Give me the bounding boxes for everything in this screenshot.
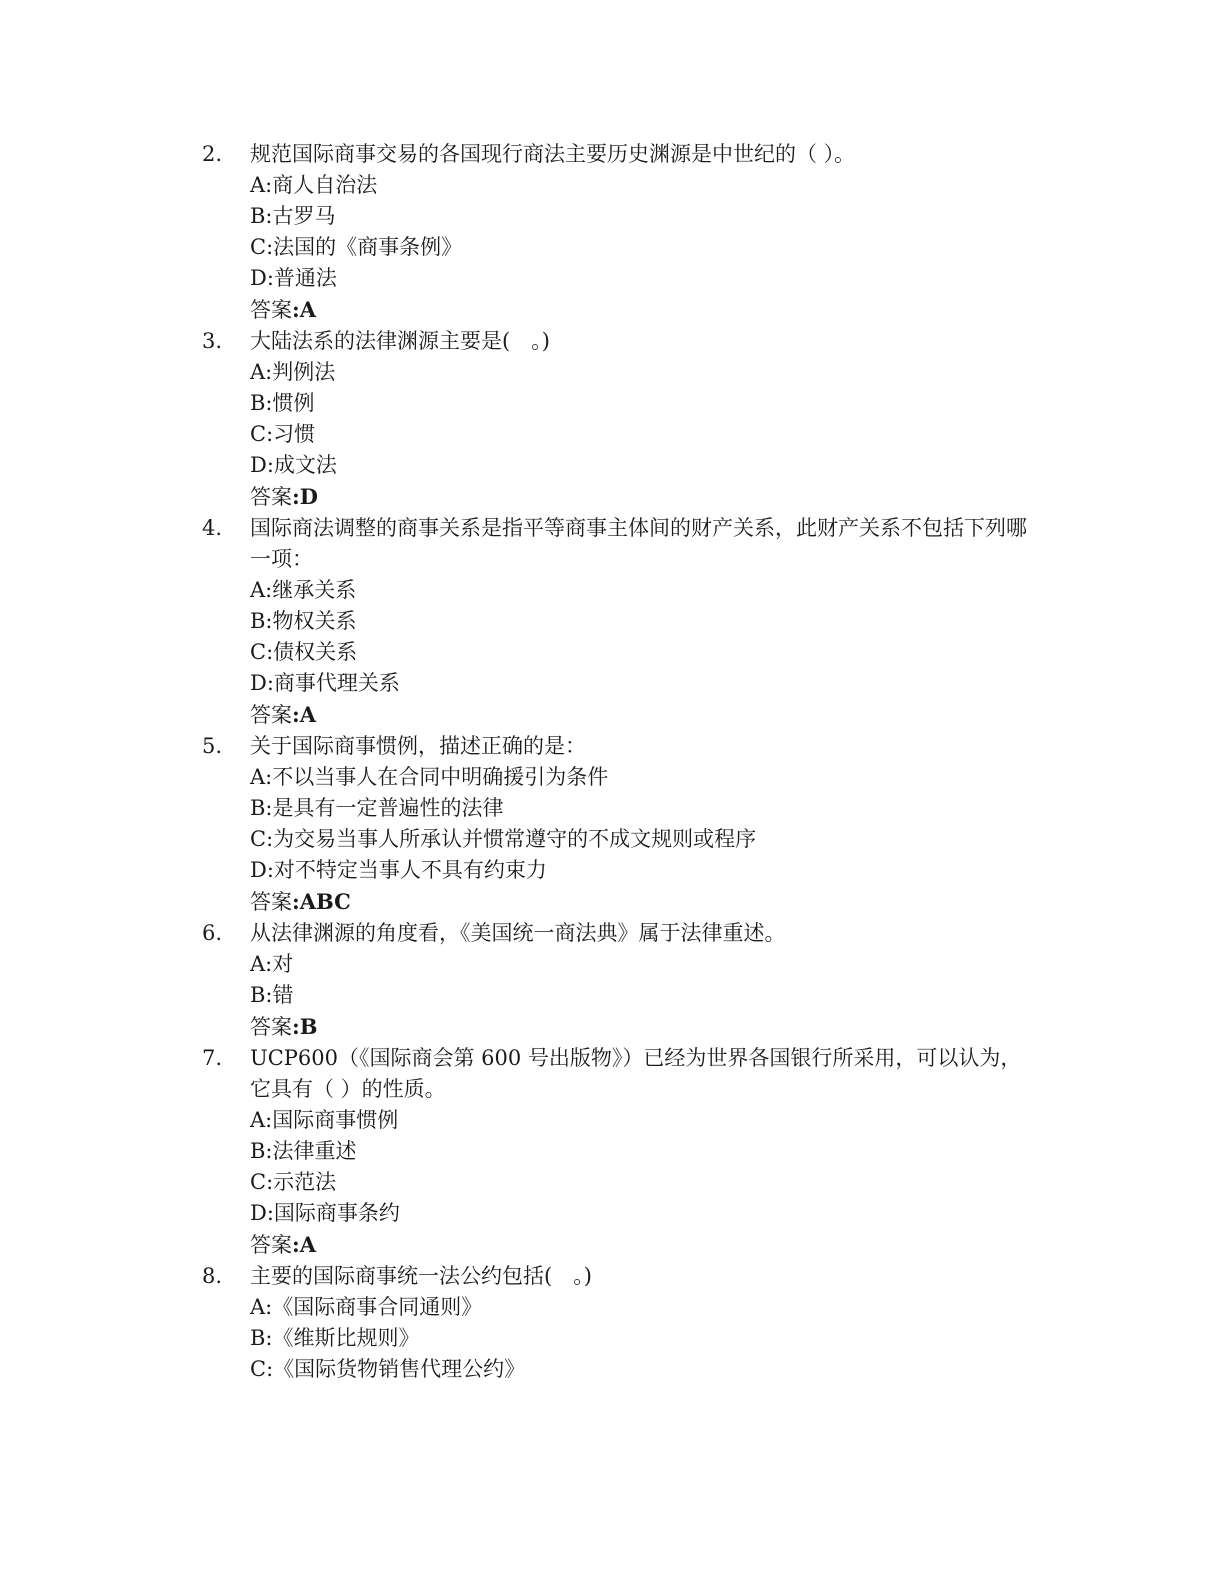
option-d: D:商事代理关系	[250, 671, 400, 695]
option-c: C:示范法	[250, 1170, 337, 1194]
option-b: B:错	[250, 983, 294, 1007]
answer-label: 答案	[250, 1233, 292, 1257]
answer-value: :D	[292, 484, 318, 509]
question-item	[202, 1261, 1042, 1385]
question-item	[202, 1043, 1042, 1261]
question-text: 国际商法调整的商事关系是指平等商事主体间的财产关系，此财产关系不包括下列哪一项：	[250, 516, 1027, 571]
answer-value: :ABC	[292, 889, 351, 914]
question-item	[202, 731, 1042, 918]
question-item	[202, 918, 1042, 1043]
option-b: B:《维斯比规则》	[250, 1326, 420, 1350]
question-text: 大陆法系的法律渊源主要是( 。)	[250, 329, 550, 353]
answer-value: :A	[292, 1232, 317, 1257]
option-b: B:惯例	[250, 391, 315, 415]
question-item	[202, 139, 1042, 326]
question-number: 4.	[202, 516, 223, 540]
answer-line	[250, 294, 1042, 326]
answer-line	[250, 1011, 1042, 1043]
option-d: D:对不特定当事人不具有约束力	[250, 858, 547, 882]
option-a: A:判例法	[250, 360, 336, 384]
option-b: B:是具有一定普遍性的法律	[250, 796, 504, 820]
option-a: A:不以当事人在合同中明确援引为条件	[250, 765, 609, 789]
answer-line	[250, 1229, 1042, 1261]
option-a: A:继承关系	[250, 578, 357, 602]
option-c: C:为交易当事人所承认并惯常遵守的不成文规则或程序	[250, 827, 757, 851]
question-text: 规范国际商事交易的各国现行商法主要历史渊源是中世纪的（ ）。	[250, 142, 856, 166]
option-a: A:《国际商事合同通则》	[250, 1295, 483, 1319]
question-list	[202, 139, 1042, 1385]
answer-label: 答案	[250, 485, 292, 509]
answer-value: :B	[292, 1014, 318, 1039]
option-c: C:习惯	[250, 422, 316, 446]
option-c: C:《国际货物销售代理公约》	[250, 1357, 526, 1381]
option-d: D:成文法	[250, 453, 337, 477]
answer-line	[250, 699, 1042, 731]
option-c: C:债权关系	[250, 640, 358, 664]
option-a: A:商人自治法	[250, 173, 378, 197]
question-number: 6.	[202, 921, 223, 945]
question-text: 关于国际商事惯例，描述正确的是：	[250, 734, 586, 758]
question-number: 7.	[202, 1046, 223, 1070]
question-item	[202, 326, 1042, 513]
answer-label: 答案	[250, 703, 292, 727]
answer-label: 答案	[250, 298, 292, 322]
question-text: UCP600（《国际商会第 600 号出版物》）已经为世界各国银行所采用，可以认为，它具有（ ）的性质。	[250, 1046, 1022, 1101]
answer-line	[250, 886, 1042, 918]
question-item	[202, 513, 1042, 731]
question-number: 8.	[202, 1264, 223, 1288]
option-d: D:国际商事条约	[250, 1201, 400, 1225]
question-number: 3.	[202, 329, 223, 353]
question-number: 2.	[202, 142, 223, 166]
option-c: C:法国的《商事条例》	[250, 235, 463, 259]
option-b: B:古罗马	[250, 204, 336, 228]
option-a: A:对	[250, 952, 294, 976]
answer-value: :A	[292, 297, 317, 322]
option-b: B:法律重述	[250, 1139, 357, 1163]
answer-line	[250, 481, 1042, 513]
option-d: D:普通法	[250, 266, 337, 290]
option-a: A:国际商事惯例	[250, 1108, 399, 1132]
question-text: 主要的国际商事统一法公约包括( 。)	[250, 1264, 592, 1288]
answer-label: 答案	[250, 1015, 292, 1039]
option-b: B:物权关系	[250, 609, 357, 633]
answer-value: :A	[292, 702, 317, 727]
question-number: 5.	[202, 734, 223, 758]
answer-label: 答案	[250, 890, 292, 914]
question-text: 从法律渊源的角度看，《美国统一商法典》属于法律重述。	[250, 921, 786, 945]
